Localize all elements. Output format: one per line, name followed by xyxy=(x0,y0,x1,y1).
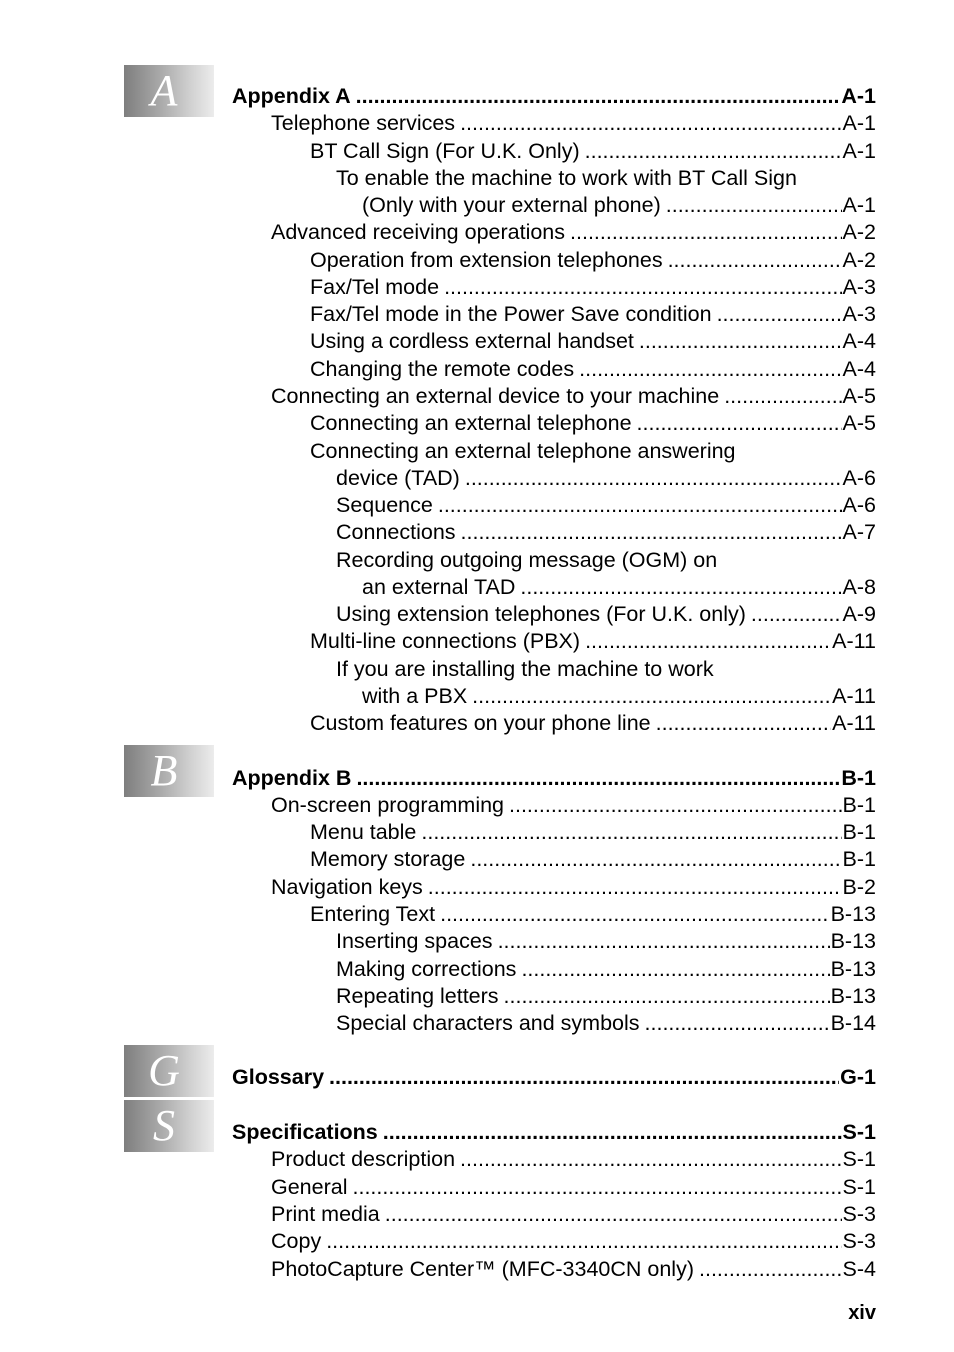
toc-entry[interactable] xyxy=(271,383,876,410)
toc-entry-page: A-9 xyxy=(842,602,876,626)
toc-entry-title: an external TAD xyxy=(362,575,516,599)
toc-dot-leader xyxy=(383,1119,842,1146)
toc-dot-leader xyxy=(509,792,842,819)
toc-entry[interactable] xyxy=(310,846,876,873)
toc-entry-title: Navigation keys xyxy=(271,875,423,899)
toc-entry-page: A-5 xyxy=(842,411,876,435)
toc-entry-title: Fax/Tel mode xyxy=(310,275,440,299)
toc-dot-leader xyxy=(666,192,842,219)
toc-entry[interactable] xyxy=(271,1201,876,1228)
toc-dot-leader xyxy=(656,710,832,737)
toc-dot-leader xyxy=(461,519,842,546)
toc-entry-page: S-4 xyxy=(842,1257,876,1281)
toc-entry[interactable] xyxy=(336,601,876,628)
toc-entry-page: B-14 xyxy=(830,1011,876,1035)
toc-dot-leader xyxy=(645,1010,830,1037)
toc-entry-page: A-8 xyxy=(842,575,876,599)
toc-dot-leader xyxy=(639,328,842,355)
toc-entry-appendix-b[interactable] xyxy=(232,765,876,792)
toc-dot-leader xyxy=(470,846,841,873)
section-tab-b xyxy=(124,745,214,797)
toc-entry[interactable] xyxy=(310,628,876,655)
toc-entry-title: Repeating letters xyxy=(336,984,499,1008)
toc-entry-title: Product description xyxy=(271,1147,456,1171)
section-tab-letter: A xyxy=(150,66,178,115)
toc-entry-page: B-1 xyxy=(842,793,876,817)
toc-entry[interactable] xyxy=(336,465,876,492)
toc-entry-title: Making corrections xyxy=(336,957,517,981)
toc-entry-title: Multi-line connections (PBX) xyxy=(310,629,581,653)
toc-entry-title: Entering Text xyxy=(310,902,436,926)
toc-entry-page: A-2 xyxy=(842,220,876,244)
toc-dot-leader xyxy=(585,628,831,655)
toc-entry-page: A-6 xyxy=(842,493,876,517)
toc-dot-leader xyxy=(356,83,841,110)
toc-entry-appendix-a[interactable] xyxy=(232,83,876,110)
toc-entry[interactable] xyxy=(336,983,876,1010)
toc-entry[interactable] xyxy=(336,492,876,519)
toc-dot-leader xyxy=(699,1256,842,1283)
toc-entry-title: Copy xyxy=(271,1229,322,1253)
toc-entry-title: Connecting an external telephone xyxy=(310,411,632,435)
toc-entry-page: A-5 xyxy=(842,384,876,408)
toc-dot-leader xyxy=(329,1064,839,1091)
toc-entry[interactable] xyxy=(271,792,876,819)
toc-entry-page: S-3 xyxy=(842,1202,876,1226)
toc-entry-page: A-4 xyxy=(842,329,876,353)
toc-entry-page: B-13 xyxy=(830,957,876,981)
toc-entry-page: S-3 xyxy=(842,1229,876,1253)
toc-entry-page: A-1 xyxy=(842,193,876,217)
toc-entry-title: Using extension telephones (For U.K. only) xyxy=(336,602,746,626)
toc-entry-page: B-13 xyxy=(830,929,876,953)
toc-entry-page: A-6 xyxy=(842,466,876,490)
toc-entry-title: Using a cordless external handset xyxy=(310,329,634,353)
toc-entry[interactable] xyxy=(271,874,876,901)
toc-entry-page: A-2 xyxy=(842,248,876,272)
toc-entry-title: Special characters and symbols xyxy=(336,1011,640,1035)
page-number: xiv xyxy=(848,1302,876,1324)
toc-entry-title: Inserting spaces xyxy=(336,929,493,953)
toc-entry-page: A-1 xyxy=(842,139,876,163)
toc-entry[interactable] xyxy=(310,274,876,301)
toc-entry-title: Menu table xyxy=(310,820,417,844)
toc-entry-title: General xyxy=(271,1175,348,1199)
toc-dot-leader xyxy=(356,765,840,792)
toc-entry-title: Appendix B xyxy=(232,766,352,790)
section-tab-letter: G xyxy=(148,1046,180,1095)
toc-dot-leader xyxy=(579,356,841,383)
toc-entry[interactable] xyxy=(271,1174,876,1201)
toc-dot-leader xyxy=(326,1228,841,1255)
toc-dot-leader xyxy=(385,1201,842,1228)
toc-entry[interactable] xyxy=(310,438,876,465)
toc-entry[interactable] xyxy=(362,683,876,710)
toc-dot-leader xyxy=(521,956,829,983)
toc-entry-page: A-11 xyxy=(832,684,876,708)
toc-entry-page: B-1 xyxy=(842,820,876,844)
toc-entry-title: device (TAD) xyxy=(336,466,460,490)
section-tab-letter: B xyxy=(150,746,178,795)
toc-entry[interactable] xyxy=(271,1228,876,1255)
toc-entry-specifications[interactable] xyxy=(232,1119,876,1146)
toc-entry-page: B-13 xyxy=(830,984,876,1008)
toc-entry-page: B-1 xyxy=(842,847,876,871)
toc-dot-leader xyxy=(428,874,842,901)
toc-entry-page: A-11 xyxy=(832,711,876,735)
toc-entry-glossary[interactable] xyxy=(232,1064,876,1091)
toc-entry-page: A-11 xyxy=(832,629,876,653)
toc-entry[interactable] xyxy=(310,328,876,355)
toc-entry[interactable] xyxy=(362,574,876,601)
toc-entry-page: A-7 xyxy=(842,520,876,544)
toc-entry[interactable] xyxy=(336,956,876,983)
toc-entry-title: Connections xyxy=(336,520,456,544)
toc-dot-leader xyxy=(570,219,842,246)
toc-entry-title: Appendix A xyxy=(232,84,351,108)
toc-dot-leader xyxy=(717,301,842,328)
toc-entry-title: with a PBX xyxy=(362,684,468,708)
toc-dot-leader xyxy=(498,928,830,955)
toc-entry-title: Recording outgoing message (OGM) on xyxy=(336,548,718,572)
toc-entry-title: On-screen programming xyxy=(271,793,505,817)
toc-entry-title: Sequence xyxy=(336,493,433,517)
toc-dot-leader xyxy=(504,983,830,1010)
toc-entry-page: A-3 xyxy=(842,302,876,326)
toc-entry[interactable] xyxy=(310,710,876,737)
toc-dot-leader xyxy=(421,819,841,846)
toc-entry-title: Connecting an external telephone answering xyxy=(310,439,736,463)
toc-entry[interactable] xyxy=(336,547,876,574)
toc-entry[interactable] xyxy=(336,656,876,683)
toc-entry[interactable] xyxy=(310,301,876,328)
toc-entry-page: A-3 xyxy=(842,275,876,299)
toc-dot-leader xyxy=(353,1174,842,1201)
toc-dot-leader xyxy=(637,410,842,437)
toc-entry-title: Connecting an external device to your machine xyxy=(271,384,720,408)
toc-entry-title: Telephone services xyxy=(271,111,456,135)
section-tab-g xyxy=(124,1045,214,1097)
toc-dot-leader xyxy=(724,383,841,410)
toc-entry[interactable] xyxy=(336,165,876,192)
toc-entry[interactable] xyxy=(336,1010,876,1037)
toc-entry[interactable] xyxy=(271,219,876,246)
toc-entry[interactable] xyxy=(362,192,876,219)
toc-entry-title: Advanced receiving operations xyxy=(271,220,566,244)
toc-entry-title: (Only with your external phone) xyxy=(362,193,661,217)
toc-entry[interactable] xyxy=(310,410,876,437)
toc-dot-leader xyxy=(520,574,841,601)
section-tab-a xyxy=(124,65,214,117)
toc-entry[interactable] xyxy=(271,110,876,137)
toc-entry-page: B-13 xyxy=(830,902,876,926)
toc-entry[interactable] xyxy=(336,519,876,546)
toc-entry-title: Changing the remote codes xyxy=(310,357,575,381)
toc-entry[interactable] xyxy=(271,1256,876,1283)
toc-dot-leader xyxy=(472,683,831,710)
toc-dot-leader xyxy=(465,465,842,492)
toc-dot-leader xyxy=(460,110,841,137)
toc-entry-page: G-1 xyxy=(840,1065,876,1089)
toc-dot-leader xyxy=(585,138,842,165)
toc-entry-title: BT Call Sign (For U.K. Only) xyxy=(310,139,580,163)
toc-dot-leader xyxy=(668,247,842,274)
toc-entry[interactable] xyxy=(310,138,876,165)
toc-entry[interactable] xyxy=(310,901,876,928)
section-tab-letter: S xyxy=(153,1101,175,1150)
toc-dot-leader xyxy=(438,492,842,519)
toc-entry-page: A-4 xyxy=(842,357,876,381)
toc-entry-title: Custom features on your phone line xyxy=(310,711,651,735)
toc-dot-leader xyxy=(440,901,829,928)
toc-entry[interactable] xyxy=(310,356,876,383)
toc-entry-title: If you are installing the machine to work xyxy=(336,657,714,681)
section-tab-s xyxy=(124,1100,214,1152)
toc-entry-page: B-2 xyxy=(842,875,876,899)
toc-entry-page: S-1 xyxy=(842,1147,876,1171)
toc-entry[interactable] xyxy=(310,819,876,846)
toc-entry-title: Specifications xyxy=(232,1120,378,1144)
toc-entry-title: To enable the machine to work with BT Call Sign xyxy=(336,166,797,190)
toc-entry-title: Operation from extension telephones xyxy=(310,248,663,272)
toc-dot-leader xyxy=(444,274,841,301)
toc-entry-title: Fax/Tel mode in the Power Save condition xyxy=(310,302,712,326)
toc-entry-page: A-1 xyxy=(841,84,876,108)
toc-entry-title: PhotoCapture Center™ (MFC-3340CN only) xyxy=(271,1257,694,1281)
toc-entry-title: Memory storage xyxy=(310,847,466,871)
toc-entry-page: S-1 xyxy=(842,1175,876,1199)
toc-entry-page: A-1 xyxy=(842,111,876,135)
toc-entry-page: B-1 xyxy=(841,766,876,790)
toc-dot-leader xyxy=(460,1146,841,1173)
toc-entry[interactable] xyxy=(336,928,876,955)
toc-dot-leader xyxy=(751,601,842,628)
toc-entry-title: Glossary xyxy=(232,1065,325,1089)
toc-entry[interactable] xyxy=(310,247,876,274)
toc-entry-page: S-1 xyxy=(842,1120,876,1144)
toc-entry[interactable] xyxy=(271,1146,876,1173)
toc-entry-title: Print media xyxy=(271,1202,380,1226)
